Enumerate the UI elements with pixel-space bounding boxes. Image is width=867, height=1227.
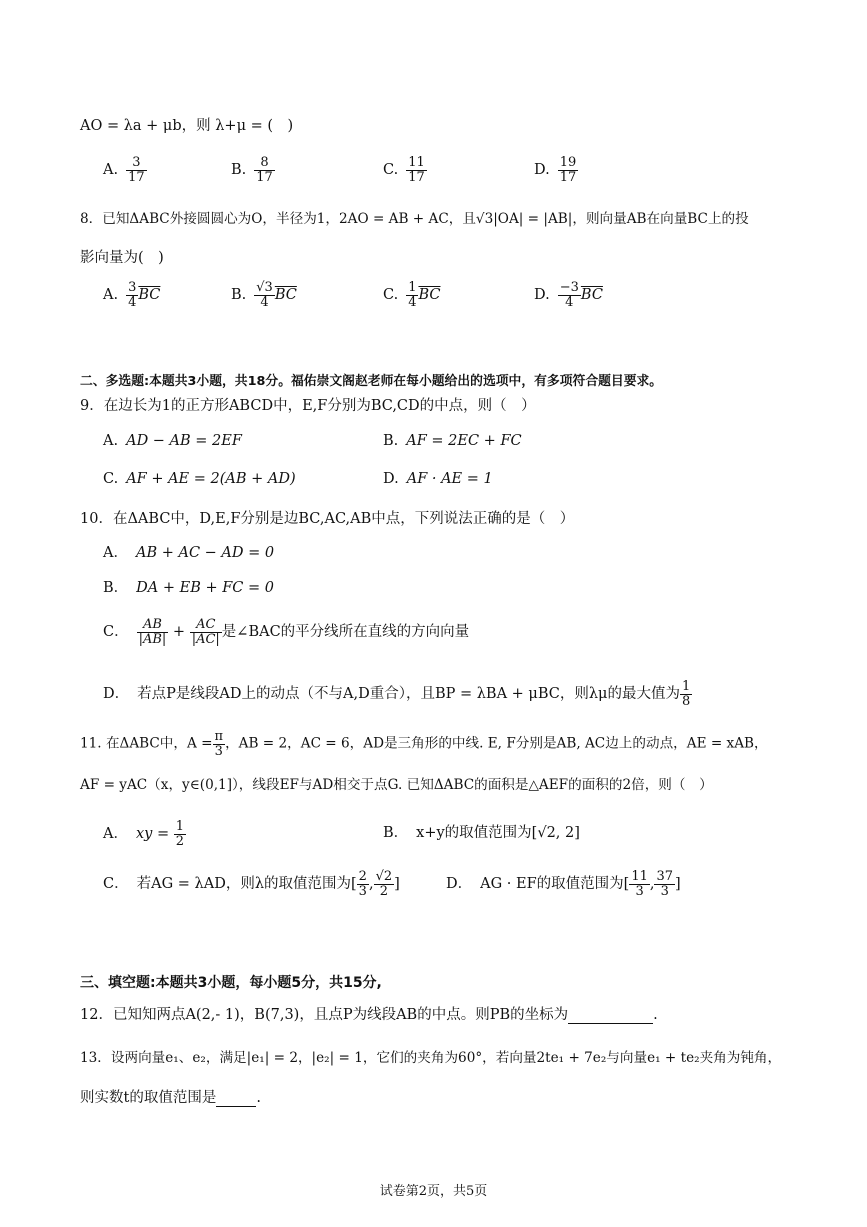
q9-option-b: B. AF = 2EC + FC (383, 433, 522, 449)
q7-continuation: AO = λa + μb，则 λ+μ = ( ) (80, 118, 294, 134)
q13-answer-blank[interactable] (216, 1092, 256, 1107)
q12-answer-blank[interactable] (568, 1009, 653, 1024)
q8-option-d: D. $\frac{-3}{4}$ $\overline{BC}$ (534, 280, 603, 310)
q12-stem: 12．已知知两点A(2,- 1)，B(7,3)，且点P为线段AB的中点。则PB的坐标为 . (80, 1007, 658, 1023)
q13-stem-line2: 则实数t的取值范围是 . (80, 1090, 261, 1106)
q8-stem-line1: 8．已知ΔABC外接圆圆心为O，半径为1，2AO = AB + AC，且√3|OA| = |AB|，则向量AB在向量BC上的投 (80, 211, 749, 227)
q10-option-c: C． $\frac{AB}{|AB|}$ + $\frac{AC}{|AC|}$ 是∠BAC的平分线所在直线的方向向量 (103, 617, 470, 647)
q11-option-a: A． xy = $\frac{1}{2}$ (103, 819, 185, 849)
q7-option-c: C. $\frac{11}{17}$ (383, 155, 425, 185)
q10-option-a: A． AB + AC − AD = 0 (103, 545, 275, 561)
q10-option-d: D． 若点P是线段AD上的动点（不与A,D重合），且BP = λBA + μBC，则λμ的最大值为 $\frac{1}{8}$ (103, 679, 691, 709)
q8-option-a: A. $\frac{3}{4}$ $\overline{BC}$ (103, 280, 161, 310)
q10-stem: 10．在ΔABC中，D,E,F分别是边BC,AC,AB中点，下列说法正确的是（ ） (80, 511, 575, 527)
q11-option-b: B． x+y的取值范围为[√2, 2] (383, 825, 580, 841)
section-fill-blank-heading: 三、填空题:本题共3小题，每小题5分，共15分, (80, 975, 382, 991)
q9-stem: 9．在边长为1的正方形ABCD中，E,F分别为BC,CD的中点，则（ ） (80, 398, 536, 414)
section-multi-choice-heading: 二、多选题:本题共3小题，共18分。福佑崇文阁赵老师在每小题给出的选项中，有多项符合题目要求。 (80, 374, 663, 389)
q11-stem-line2: AF = yAC（x，y∈(0,1]），线段EF与AD相交于点G. 已知ΔABC的面积是△AEF的面积的2倍，则（ ） (80, 777, 713, 793)
q7-option-d: D. $\frac{19}{17}$ (534, 155, 577, 185)
q8-option-b: B. $\frac{√3}{4}$ $\overline{BC}$ (231, 280, 297, 310)
q7-option-b: B. $\frac{8}{17}$ (231, 155, 273, 185)
q9-option-c: C. AF + AE = 2(AB + AD) (103, 471, 296, 487)
q13-stem-line1: 13．设两向量e₁、e₂，满足|e₁| = 2，|e₂| = 1，它们的夹角为60°，若向量2te₁ + 7e₂与向量e₁ + te₂夹角为钝角， (80, 1050, 782, 1066)
q11-stem-line1: 11. 在ΔABC中，A = $\frac{\pi}{3}$ ，AB = 2，AC = 6，AD是三角形的中线. E, F分别是AB, AC边上的动点，AE = xAB， (80, 729, 768, 759)
page-footer: 试卷第2页，共5页 (379, 1184, 488, 1199)
q10-option-b: B． DA + EB + FC = 0 (103, 580, 274, 596)
q11-option-d: D． AG · EF的取值范围为[ $\frac{11}{3}$ , $\frac{37}{3}$ ] (446, 869, 681, 899)
q8-stem-line2: 影向量为( ) (80, 250, 164, 266)
q9-option-d: D. AF · AE = 1 (383, 471, 493, 487)
q8-option-c: C. $\frac{1}{4}$ $\overline{BC}$ (383, 280, 441, 310)
q7-option-a: A. $\frac{3}{17}$ (103, 155, 145, 185)
q11-option-c: C． 若AG = λAD，则λ的取值范围为[ $\frac{2}{3}$ , $\frac{√2}{2}$ ] (103, 869, 400, 899)
q9-option-a: A. AD − AB = 2EF (103, 433, 242, 449)
